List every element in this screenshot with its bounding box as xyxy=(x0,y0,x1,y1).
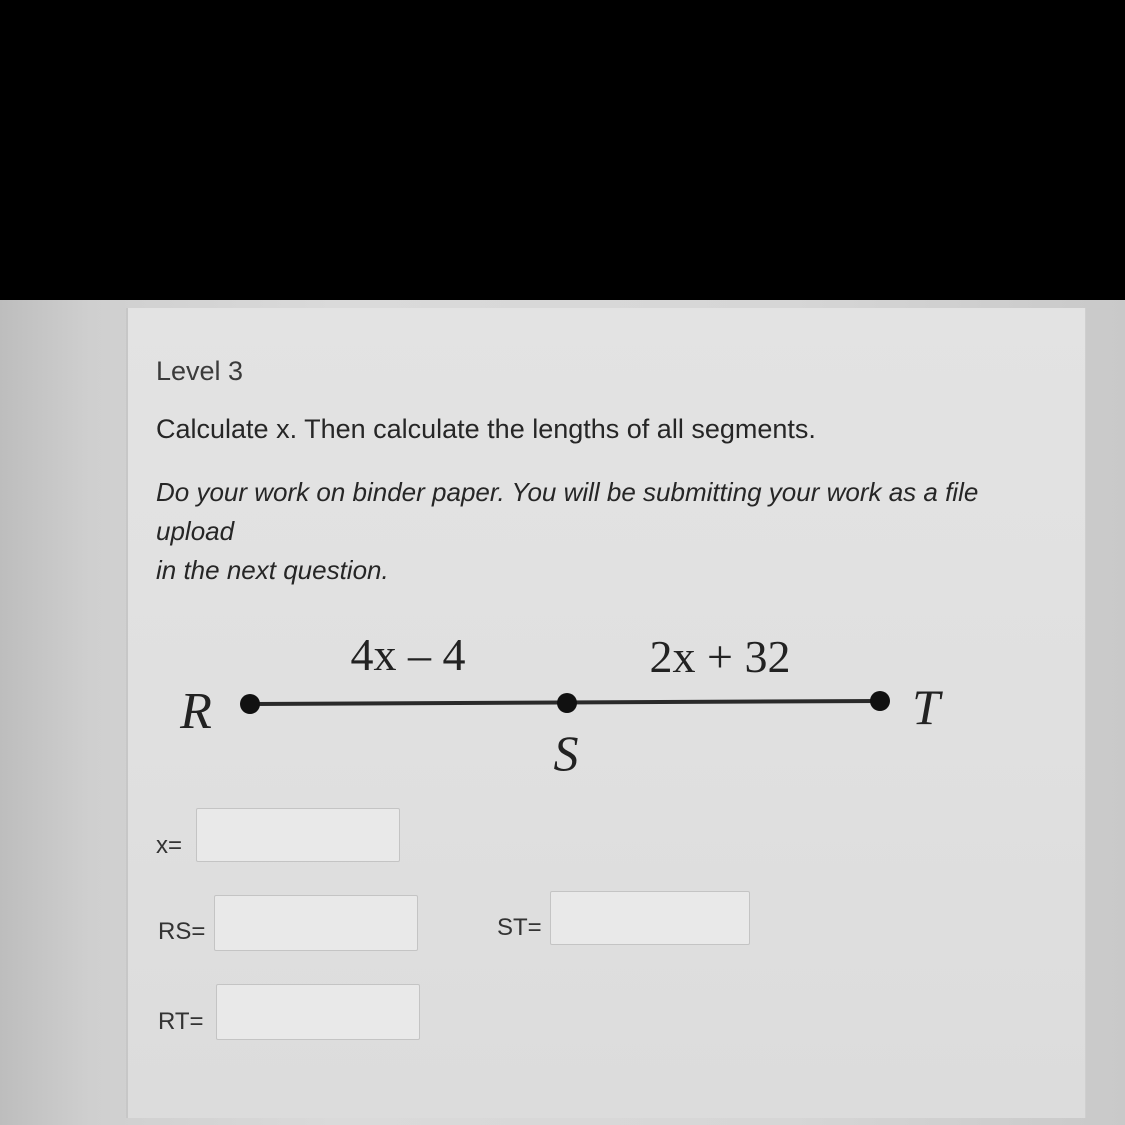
point-r-label: R xyxy=(180,683,212,740)
point-r-dot xyxy=(240,694,260,714)
rs-answer-field[interactable] xyxy=(214,895,418,951)
question-note-line-1: Do your work on binder paper. You will be submitting your work as a file upload xyxy=(156,477,979,546)
rt-answer-field[interactable] xyxy=(216,984,420,1040)
point-t-label: T xyxy=(912,679,940,735)
segment-st-label: 2x + 32 xyxy=(649,631,791,682)
rs-label: RS= xyxy=(158,918,206,945)
point-s-label: S xyxy=(553,725,579,781)
st-label: ST= xyxy=(497,914,542,941)
rt-label: RT= xyxy=(158,1008,204,1035)
point-s-dot xyxy=(557,693,577,713)
question-instructions: Calculate x. Then calculate the lengths of all segments. xyxy=(156,414,816,444)
point-t-dot xyxy=(870,691,890,711)
question-note-line-2: in the next question. xyxy=(156,555,389,585)
x-answer-field[interactable] xyxy=(196,808,400,862)
st-answer-field[interactable] xyxy=(550,891,750,945)
x-label: x= xyxy=(156,832,183,859)
question-level: Level 3 xyxy=(156,356,244,386)
segment-rs-label: 4x – 4 xyxy=(350,629,466,680)
